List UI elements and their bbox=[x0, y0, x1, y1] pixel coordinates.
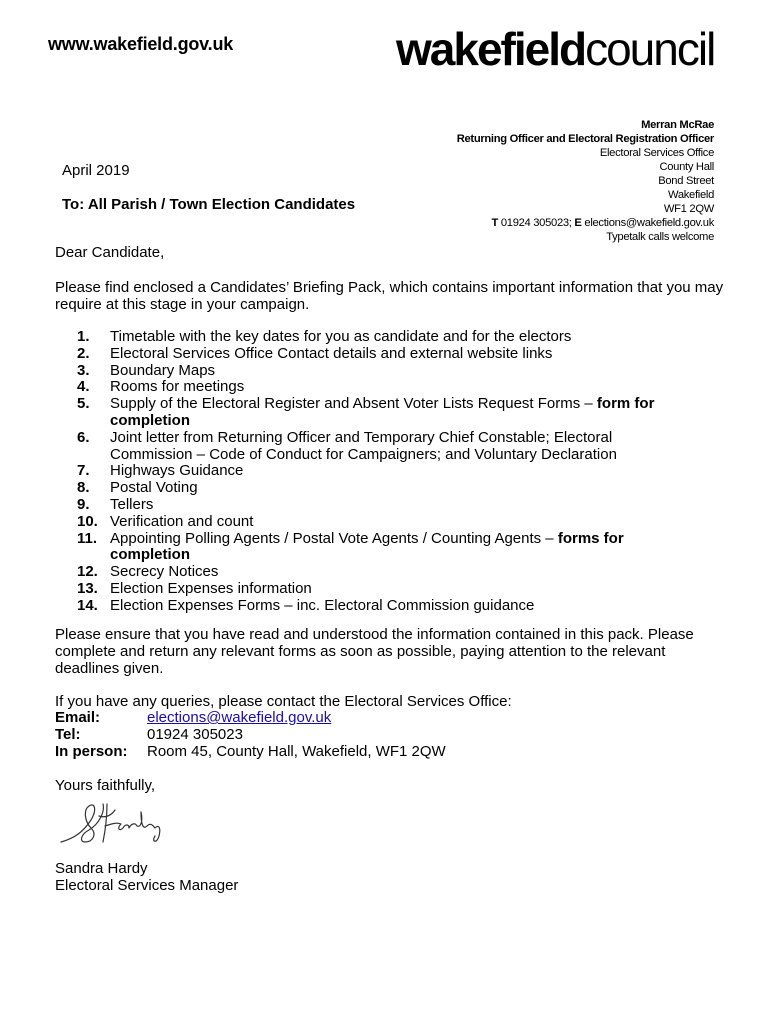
queries-paragraph: If you have any queries, please contact the Electoral Services Office: bbox=[55, 693, 512, 710]
list-item-number-text: 9. bbox=[77, 495, 90, 513]
enclosure-list bbox=[55, 329, 675, 615]
list-item-text bbox=[110, 598, 675, 615]
list-item bbox=[55, 531, 675, 565]
list-item-number bbox=[55, 581, 110, 598]
address-line: County Hall bbox=[659, 161, 714, 173]
list-item-number bbox=[55, 531, 110, 565]
list-item bbox=[55, 480, 675, 497]
list-item-plain-text: Timetable with the key dates for you as candidate and for the electors bbox=[110, 328, 572, 345]
letter-date: April 2019 bbox=[62, 162, 130, 179]
list-item-number bbox=[55, 598, 110, 615]
list-item-number bbox=[55, 430, 110, 464]
list-item-bold-text: form for completion bbox=[110, 395, 655, 429]
list-item-plain-text: Election Expenses Forms – inc. Electoral Commission guidance bbox=[110, 596, 535, 614]
list-item-number-text: 3. bbox=[77, 361, 90, 379]
list-item-number-text: 1. bbox=[77, 328, 90, 345]
list-item-text bbox=[110, 396, 675, 430]
list-item-number-text: 7. bbox=[77, 462, 90, 480]
list-item-text bbox=[110, 497, 675, 514]
list-item bbox=[55, 329, 675, 346]
in-person-value: Room 45, County Hall, Wakefield, WF1 2QW bbox=[147, 742, 446, 760]
closing: Yours faithfully, bbox=[55, 777, 156, 794]
list-item-text bbox=[110, 379, 675, 396]
list-item-number bbox=[55, 396, 110, 430]
list-item-number-text: 10. bbox=[77, 512, 98, 530]
list-item-number-text: 11. bbox=[77, 529, 98, 547]
list-item-number-text: 5. bbox=[77, 395, 90, 413]
list-item-number-text: 8. bbox=[77, 479, 90, 497]
list-item-number-text: 13. bbox=[77, 579, 98, 597]
list-item-plain-text: Verification and count bbox=[110, 512, 254, 530]
list-item-text bbox=[110, 363, 675, 380]
logo-text-bold: wakefield bbox=[396, 23, 586, 75]
list-item-text bbox=[110, 480, 675, 497]
address-line: WF1 2QW bbox=[663, 203, 714, 215]
list-item-number bbox=[55, 497, 110, 514]
list-item-number-text: 12. bbox=[77, 563, 98, 581]
list-item-number bbox=[55, 480, 110, 497]
sender-phone: 01924 305023; bbox=[500, 217, 572, 229]
list-item-plain-text: Secrecy Notices bbox=[110, 563, 219, 581]
sender-name: Merran McRae bbox=[641, 119, 714, 131]
list-item bbox=[55, 363, 675, 380]
list-item-text bbox=[110, 564, 675, 581]
list-item-plain-text: Election Expenses information bbox=[110, 579, 312, 597]
list-item-plain-text: Highways Guidance bbox=[110, 462, 244, 480]
list-item bbox=[55, 463, 675, 480]
list-item-text bbox=[110, 329, 675, 346]
list-item bbox=[55, 514, 675, 531]
signer-title: Electoral Services Manager bbox=[55, 877, 239, 894]
list-item-plain-text: Rooms for meetings bbox=[110, 378, 245, 396]
list-item-plain-text: Supply of the Electoral Register and Absent Voter Lists Request Forms – bbox=[110, 395, 597, 413]
phone-prefix: T bbox=[491, 217, 499, 229]
list-item bbox=[55, 430, 675, 464]
list-item-text bbox=[110, 514, 675, 531]
list-item-text bbox=[110, 430, 675, 464]
list-item-number-text: 14. bbox=[77, 596, 98, 614]
contact-row-email bbox=[55, 710, 446, 727]
website-url: www.wakefield.gov.uk bbox=[48, 34, 234, 54]
list-item-number-text: 4. bbox=[77, 378, 90, 396]
list-item bbox=[55, 379, 675, 396]
typetalk-note: Typetalk calls welcome bbox=[606, 231, 714, 243]
address-line: Electoral Services Office bbox=[599, 147, 714, 159]
list-item-text bbox=[110, 346, 675, 363]
logo-text-light: council bbox=[585, 23, 715, 75]
list-item-plain-text: Electoral Services Office Contact details and external website links bbox=[110, 344, 553, 362]
signer-name: Sandra Hardy bbox=[55, 860, 148, 877]
list-item-number bbox=[55, 514, 110, 531]
salutation: Dear Candidate, bbox=[55, 244, 165, 261]
tel-label: Tel: bbox=[55, 725, 81, 743]
sender-contact-line bbox=[457, 216, 714, 230]
ensure-paragraph: Please ensure that you have read and understood the information contained in this pack. Please complete and return any relevant forms as soon as possible, paying attention to the relevant deadlines given. bbox=[55, 626, 694, 677]
list-item-number bbox=[55, 564, 110, 581]
list-item bbox=[55, 564, 675, 581]
intro-paragraph: Please find enclosed a Candidates’ Briefing Pack, which contains important information that you may require at this stage in your campaign. bbox=[55, 279, 724, 313]
list-item bbox=[55, 396, 675, 430]
email-prefix: E bbox=[574, 217, 582, 229]
sender-email: elections@wakefield.gov.uk bbox=[584, 217, 714, 229]
address-line: Wakefield bbox=[667, 189, 714, 201]
list-item-plain-text: Joint letter from Returning Officer and Temporary Chief Constable; Electoral Commission – Code of Conduct for Campaigners; and Voluntary Declaration bbox=[110, 428, 617, 463]
signer-block bbox=[55, 860, 238, 894]
address-line: Bond Street bbox=[658, 175, 714, 187]
list-item-text bbox=[110, 581, 675, 598]
list-item bbox=[55, 497, 675, 514]
list-item-number-text: 2. bbox=[77, 344, 90, 362]
list-item-plain-text: Boundary Maps bbox=[110, 361, 216, 379]
list-item bbox=[55, 346, 675, 363]
sender-title: Returning Officer and Electoral Registration Officer bbox=[456, 133, 714, 145]
list-item-number-text: 6. bbox=[77, 428, 90, 446]
email-label: Email: bbox=[55, 709, 101, 726]
list-item-plain-text: Tellers bbox=[110, 495, 154, 513]
list-item bbox=[55, 581, 675, 598]
list-item-plain-text: Postal Voting bbox=[110, 479, 198, 497]
handwritten-signature bbox=[55, 798, 190, 850]
list-item-number bbox=[55, 379, 110, 396]
list-item-number bbox=[55, 346, 110, 363]
recipient-line: To: All Parish / Town Election Candidates bbox=[62, 196, 356, 213]
list-item-text bbox=[110, 531, 675, 565]
list-item-text bbox=[110, 463, 675, 480]
tel-value: 01924 305023 bbox=[147, 725, 243, 743]
in-person-label: In person: bbox=[55, 742, 128, 760]
list-item-number bbox=[55, 329, 110, 346]
email-link[interactable]: elections@wakefield.gov.uk bbox=[147, 709, 332, 726]
list-item-plain-text: Appointing Polling Agents / Postal Vote Agents / Counting Agents – bbox=[110, 529, 558, 547]
wakefield-council-logo bbox=[396, 24, 714, 74]
list-item bbox=[55, 598, 675, 615]
contact-row-in-person bbox=[55, 744, 446, 761]
sender-address-block bbox=[457, 118, 714, 244]
list-item-number bbox=[55, 363, 110, 380]
list-item-number bbox=[55, 463, 110, 480]
list-item-bold-text: forms for completion bbox=[110, 529, 624, 564]
contact-details bbox=[55, 710, 446, 760]
contact-row-tel bbox=[55, 727, 446, 744]
